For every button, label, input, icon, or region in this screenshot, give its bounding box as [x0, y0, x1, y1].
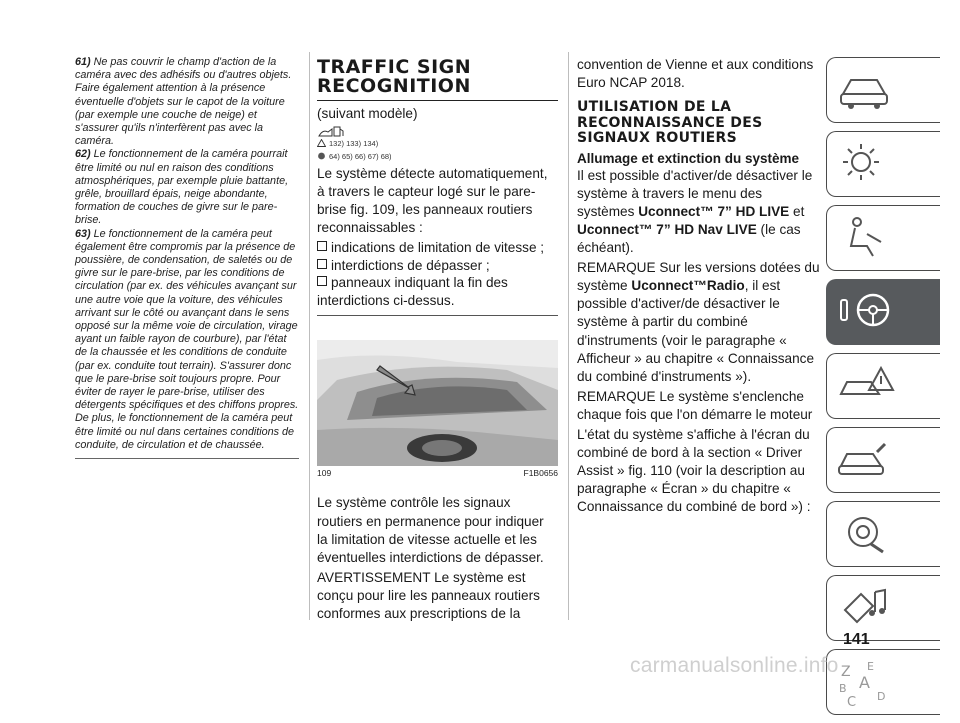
warning-triangle-icon — [317, 139, 326, 150]
on-off-subheading: Allumage et extinction du système — [577, 150, 800, 166]
svg-text:B: B — [839, 682, 847, 695]
svg-text:A: A — [859, 673, 870, 692]
text-run: et — [789, 203, 805, 219]
note-text: Le fonctionnement de la caméra peut également être compromis par la présence de poussière, de condensation, de saletés ou de givre sur le pare-brise, par les conditions de circulation (par ex. des véhicules avançant sur une autre voie que la voiture, des véhicules arrivant sur le côté ou avançant dans le sens opposé sur la même voie de circulation, virage ayant un faible rayon de courbure), par l'état de la chaussée et les conditions de conduite (par ex. conduite tout terrain). S'assurer donc que le pare-brise soit toujours propre. Pour éviter de rayer le pare-brise, utiliser des détergents spécifiques et des chiffons propres. De plus, le fonctionnement de la caméra peut être limité ou nul dans certaines conditions de conduite, de circulation et de chaussée. — [75, 227, 299, 451]
tab-driving[interactable] — [826, 279, 940, 345]
model-note: (suivant modèle) — [317, 106, 418, 121]
notes-end-rule — [75, 458, 299, 459]
caution-refs — [317, 152, 558, 163]
steering-wheel-key-icon — [837, 286, 897, 338]
tab-maintenance[interactable] — [826, 427, 940, 493]
column-divider — [568, 52, 569, 620]
bullet-item — [317, 274, 558, 309]
svg-text:C: C — [847, 695, 857, 708]
monitoring-paragraph: Le système contrôle les signaux routiers en permanence pour indiquer la limitation de vitesse actuelle et les éventuelles interdictions de dépasser. — [317, 495, 544, 565]
system-name: Uconnect™ 7” HD Nav LIVE — [577, 221, 757, 237]
bullet-item — [317, 257, 558, 275]
usage-column — [577, 56, 820, 518]
note-number: 62) — [75, 148, 91, 161]
warning-paragraph: AVERTISSEMENT Le système est conçu pour lire les panneaux routiers conformes aux prescriptions de la — [317, 569, 540, 622]
bullet-text: interdictions de dépasser ; — [331, 257, 490, 273]
warning-refs-text: 132) 133) 134) — [329, 139, 379, 149]
section-title-line: RECOGNITION — [317, 75, 471, 97]
intro-paragraph: Le système détecte automatiquement, à travers le capteur logé sur le pare-brise fig. 109, les panneaux routiers reconnaissables : — [317, 166, 548, 236]
multimedia-icon — [837, 582, 897, 634]
title-rule — [317, 100, 558, 101]
usage-heading — [577, 100, 820, 147]
tab-warning-lights[interactable] — [826, 131, 940, 197]
watermark: carmanualsonline.info — [630, 654, 839, 677]
warning-lights-icon — [837, 138, 897, 190]
radio-remark — [577, 259, 820, 386]
traffic-sign-column — [317, 56, 558, 625]
car-maintenance-icon — [837, 434, 897, 486]
note-text: Ne pas couvrir le champ d'action de la caméra avec des adhésifs ou d'autres objets. Faire également attention à la présence éventuelle d'objets sur le capot de la voiture (par exemple une couche de neige) et s'assurer qu'ils n'interfèrent pas avec la caméra. — [75, 56, 292, 148]
bullet-text: indications de limitation de vitesse ; — [331, 240, 545, 256]
text-run: REMARQUE Sur les versions dotées du système — [577, 260, 820, 294]
note-number: 63) — [75, 227, 91, 240]
text-run: (le cas échéant). — [577, 221, 801, 256]
usage-heading-line: RECONNAISSANCE DES — [577, 114, 763, 131]
section-title-line: TRAFFIC SIGN — [317, 56, 472, 78]
tab-safety[interactable] — [826, 205, 940, 271]
column-divider — [309, 52, 310, 620]
warning-refs — [317, 139, 558, 150]
bullet-item — [317, 239, 558, 257]
tab-emergency[interactable] — [826, 353, 940, 419]
caution-icon — [317, 152, 326, 163]
figure-109-windshield-camera — [317, 340, 558, 466]
seat-airbag-icon — [837, 212, 897, 264]
continuation-paragraph: convention de Vienne et aux conditions Euro NCAP 2018. — [577, 57, 814, 91]
tab-technical-data[interactable] — [826, 501, 940, 567]
fuel-hand-icon — [317, 125, 558, 139]
section-title — [317, 58, 558, 96]
engine-remark: REMARQUE Le système s'enclenche chaque fois que l'on démarre le moteur — [577, 388, 813, 422]
activation-paragraph — [577, 167, 820, 257]
note-number: 61) — [75, 56, 91, 68]
bullet-square-icon — [317, 276, 327, 286]
system-name: Uconnect™ 7” HD LIVE — [638, 203, 790, 219]
text-run: Il est possible d'activer/de désactiver le système à travers le menu des systèmes — [577, 167, 813, 219]
status-paragraph: L'état du système s'affiche à l'écran du combiné de bord à la section « Driver Assist » fig. 110 (voir la description au paragraphe « Écran » du chapitre « Connaissance du combiné de bord ») : — [577, 427, 811, 515]
tab-dashboard[interactable] — [826, 57, 940, 123]
bullet-text: panneaux indiquant la fin des interdictions ci-dessus. — [317, 275, 508, 308]
figure-caption — [317, 466, 558, 480]
usage-heading-line: UTILISATION DE LA — [577, 99, 732, 116]
car-breakdown-icon — [837, 360, 897, 412]
page-number: 141 — [843, 631, 870, 648]
text-run: , il est possible d'activer/de désactiver le système à partir du combiné d'instruments (voir le paragraphe « Afficheur » au chapitre « Connaissance du combiné d'instruments »). — [577, 278, 815, 384]
svg-text:D: D — [877, 690, 886, 703]
technical-data-icon — [837, 508, 897, 560]
tab-index[interactable] — [826, 649, 940, 715]
figure-code: F1B0656 — [523, 468, 558, 479]
alphabetical-index-icon — [837, 656, 897, 708]
note-text: Le fonctionnement de la caméra pourrait être limité ou nul en raison des conditions atmosphériques, par exemple pluie battante, grêle, brouillard épais, neige abondante, formation de couches de givre sur le pare-brise. — [75, 148, 289, 227]
figure-number: 109 — [317, 468, 332, 479]
bullet-square-icon — [317, 241, 327, 251]
svg-text:E: E — [867, 660, 874, 673]
car-dashboard-icon — [837, 64, 897, 116]
svg-text:Z: Z — [841, 664, 851, 680]
note-62 — [75, 148, 299, 227]
chapter-tabs — [826, 57, 940, 723]
note-61 — [75, 56, 299, 148]
note-63 — [75, 228, 299, 452]
bullet-square-icon — [317, 259, 327, 269]
section-rule — [317, 315, 558, 316]
caution-refs-text: 64) 65) 66) 67) 68) — [329, 152, 392, 162]
system-name: Uconnect™Radio — [631, 278, 745, 294]
usage-heading-line: SIGNAUX ROUTIERS — [577, 130, 737, 147]
notes-column — [75, 56, 299, 459]
